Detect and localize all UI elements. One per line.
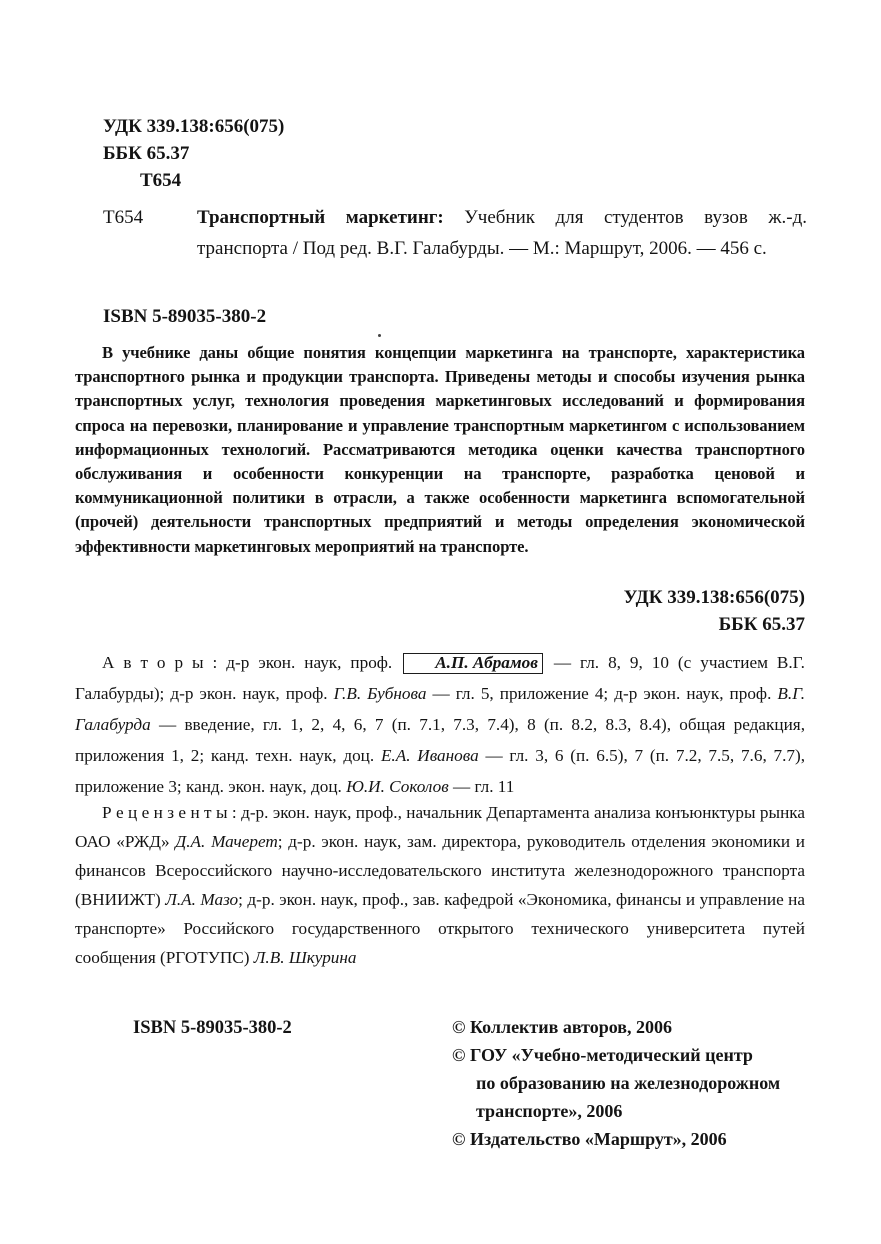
author-name-sokolov: Ю.И. Соколов (346, 777, 449, 796)
copyright-line: по образованию на железнодорожном (476, 1073, 781, 1093)
annotation-paragraph: В учебнике даны общие понятия концепции маркетинга на транспорте, характеристика транспортного рынка и продукции транспорта. Приведены методы и способы изучения рынка транспортных услуг, технология проведения маркетинговых исследований и формирования спроса на перевозки, планирование и управление транспортным маркетингом с использованием информационных технологий. Рассматриваются методика оценки качества транспортного обслуживания и особенности конкуренции на транспорте, разработка ценовой и коммуникационной политики в отрасли, а также особенности маркетинга вспомогательной (прочей) деятельности транспортных предприятий и методы определения экономической эффективности маркетинговых мероприятий на транспорте. (75, 343, 805, 556)
book-title: Транспортный маркетинг: (197, 207, 444, 228)
author-name-ivanova: Е.А. Иванова (380, 746, 479, 765)
entry-index-code: Т654 (103, 207, 144, 228)
author-name-bubnova: Г.В. Бубнова (333, 684, 427, 703)
reviewer-name-macheret: Д.А. Мачерет (175, 832, 278, 851)
authors-text: д-р экон. наук, проф. (217, 653, 402, 672)
reviewers-label: Р е ц е н з е н т ы : (102, 803, 237, 822)
scan-speck (378, 334, 381, 337)
authors-label: А в т о р ы : (102, 653, 218, 672)
copyright-line: © ГОУ «Учебно-методический центр (452, 1045, 753, 1065)
authors-paragraph (75, 647, 805, 802)
reviewers-text: ; д-р. экон. наук, проф., зав. кафедрой «Экономика, финансы и управление на транспорте» Российского государственного открытого технического университета путей сообщения (РГОТУПС) (75, 890, 805, 967)
reviewer-name-shkurina: Л.В. Шкурина (253, 948, 357, 967)
reviewers-text: д-р. экон. наук, проф., начальник Департамента анализа конъюнктуры рынка ОАО «РЖД» (75, 803, 805, 851)
bbk-code-top: ББК 65.37 (103, 143, 190, 164)
authors-text: — гл. 8, 9, 10 (с участием В.Г. Галабурды); д-р экон. наук, проф. (75, 653, 805, 703)
authors-text: — введение, гл. 1, 2, 4, 6, 7 (п. 7.1, 7.3, 7.4), 8 (п. 8.2, 8.3, 8.4), общая редакция, приложения 1, 2; канд. техн. наук, доц. (75, 715, 805, 765)
copyright-block (452, 1013, 832, 1153)
copyright-line: транспорте», 2006 (476, 1101, 623, 1121)
udk-code-right: УДК 339.138:656(075) (623, 587, 805, 608)
author-name-abramov: А.П. Абрамов (403, 653, 543, 674)
reviewer-name-mazo: Л.А. Мазо (165, 890, 239, 909)
classification-codes-right (400, 584, 805, 638)
bibliographic-entry (197, 203, 807, 264)
book-description: Учебник для студентов вузов ж.-д. транспорта / Под ред. В.Г. Галабурды. — М.: Маршрут, 2006. — 456 с. (197, 207, 807, 259)
bbk-code-right: ББК 65.37 (718, 614, 805, 635)
reviewers-text: ; д-р. экон. наук, зам. директора, руководитель отделения экономики и финансов Всероссийского научно-исследовательского института железнодорожного транспорта (ВНИИЖТ) (75, 832, 805, 909)
authors-text: — гл. 11 (448, 777, 515, 796)
copyright-line: © Издательство «Маршрут», 2006 (452, 1129, 727, 1149)
author-name-galaburda: В.Г. Галабурда (75, 684, 805, 734)
classification-codes-top (103, 113, 284, 194)
authors-text: — гл. 3, 6 (п. 6.5), 7 (п. 7.2, 7.5, 7.6, 7.7), приложение 3; канд. экон. наук, доц. (75, 746, 806, 796)
book-index-code: Т654 (140, 170, 182, 191)
isbn-bottom: ISBN 5-89035-380-2 (133, 1018, 292, 1038)
reviewers-paragraph (75, 798, 805, 972)
authors-text: — гл. 5, приложение 4; д-р экон. наук, проф. (426, 684, 778, 703)
isbn-top: ISBN 5-89035-380-2 (103, 306, 267, 327)
copyright-line: © Коллектив авторов, 2006 (452, 1017, 673, 1037)
udk-code-top: УДК 339.138:656(075) (103, 116, 285, 137)
